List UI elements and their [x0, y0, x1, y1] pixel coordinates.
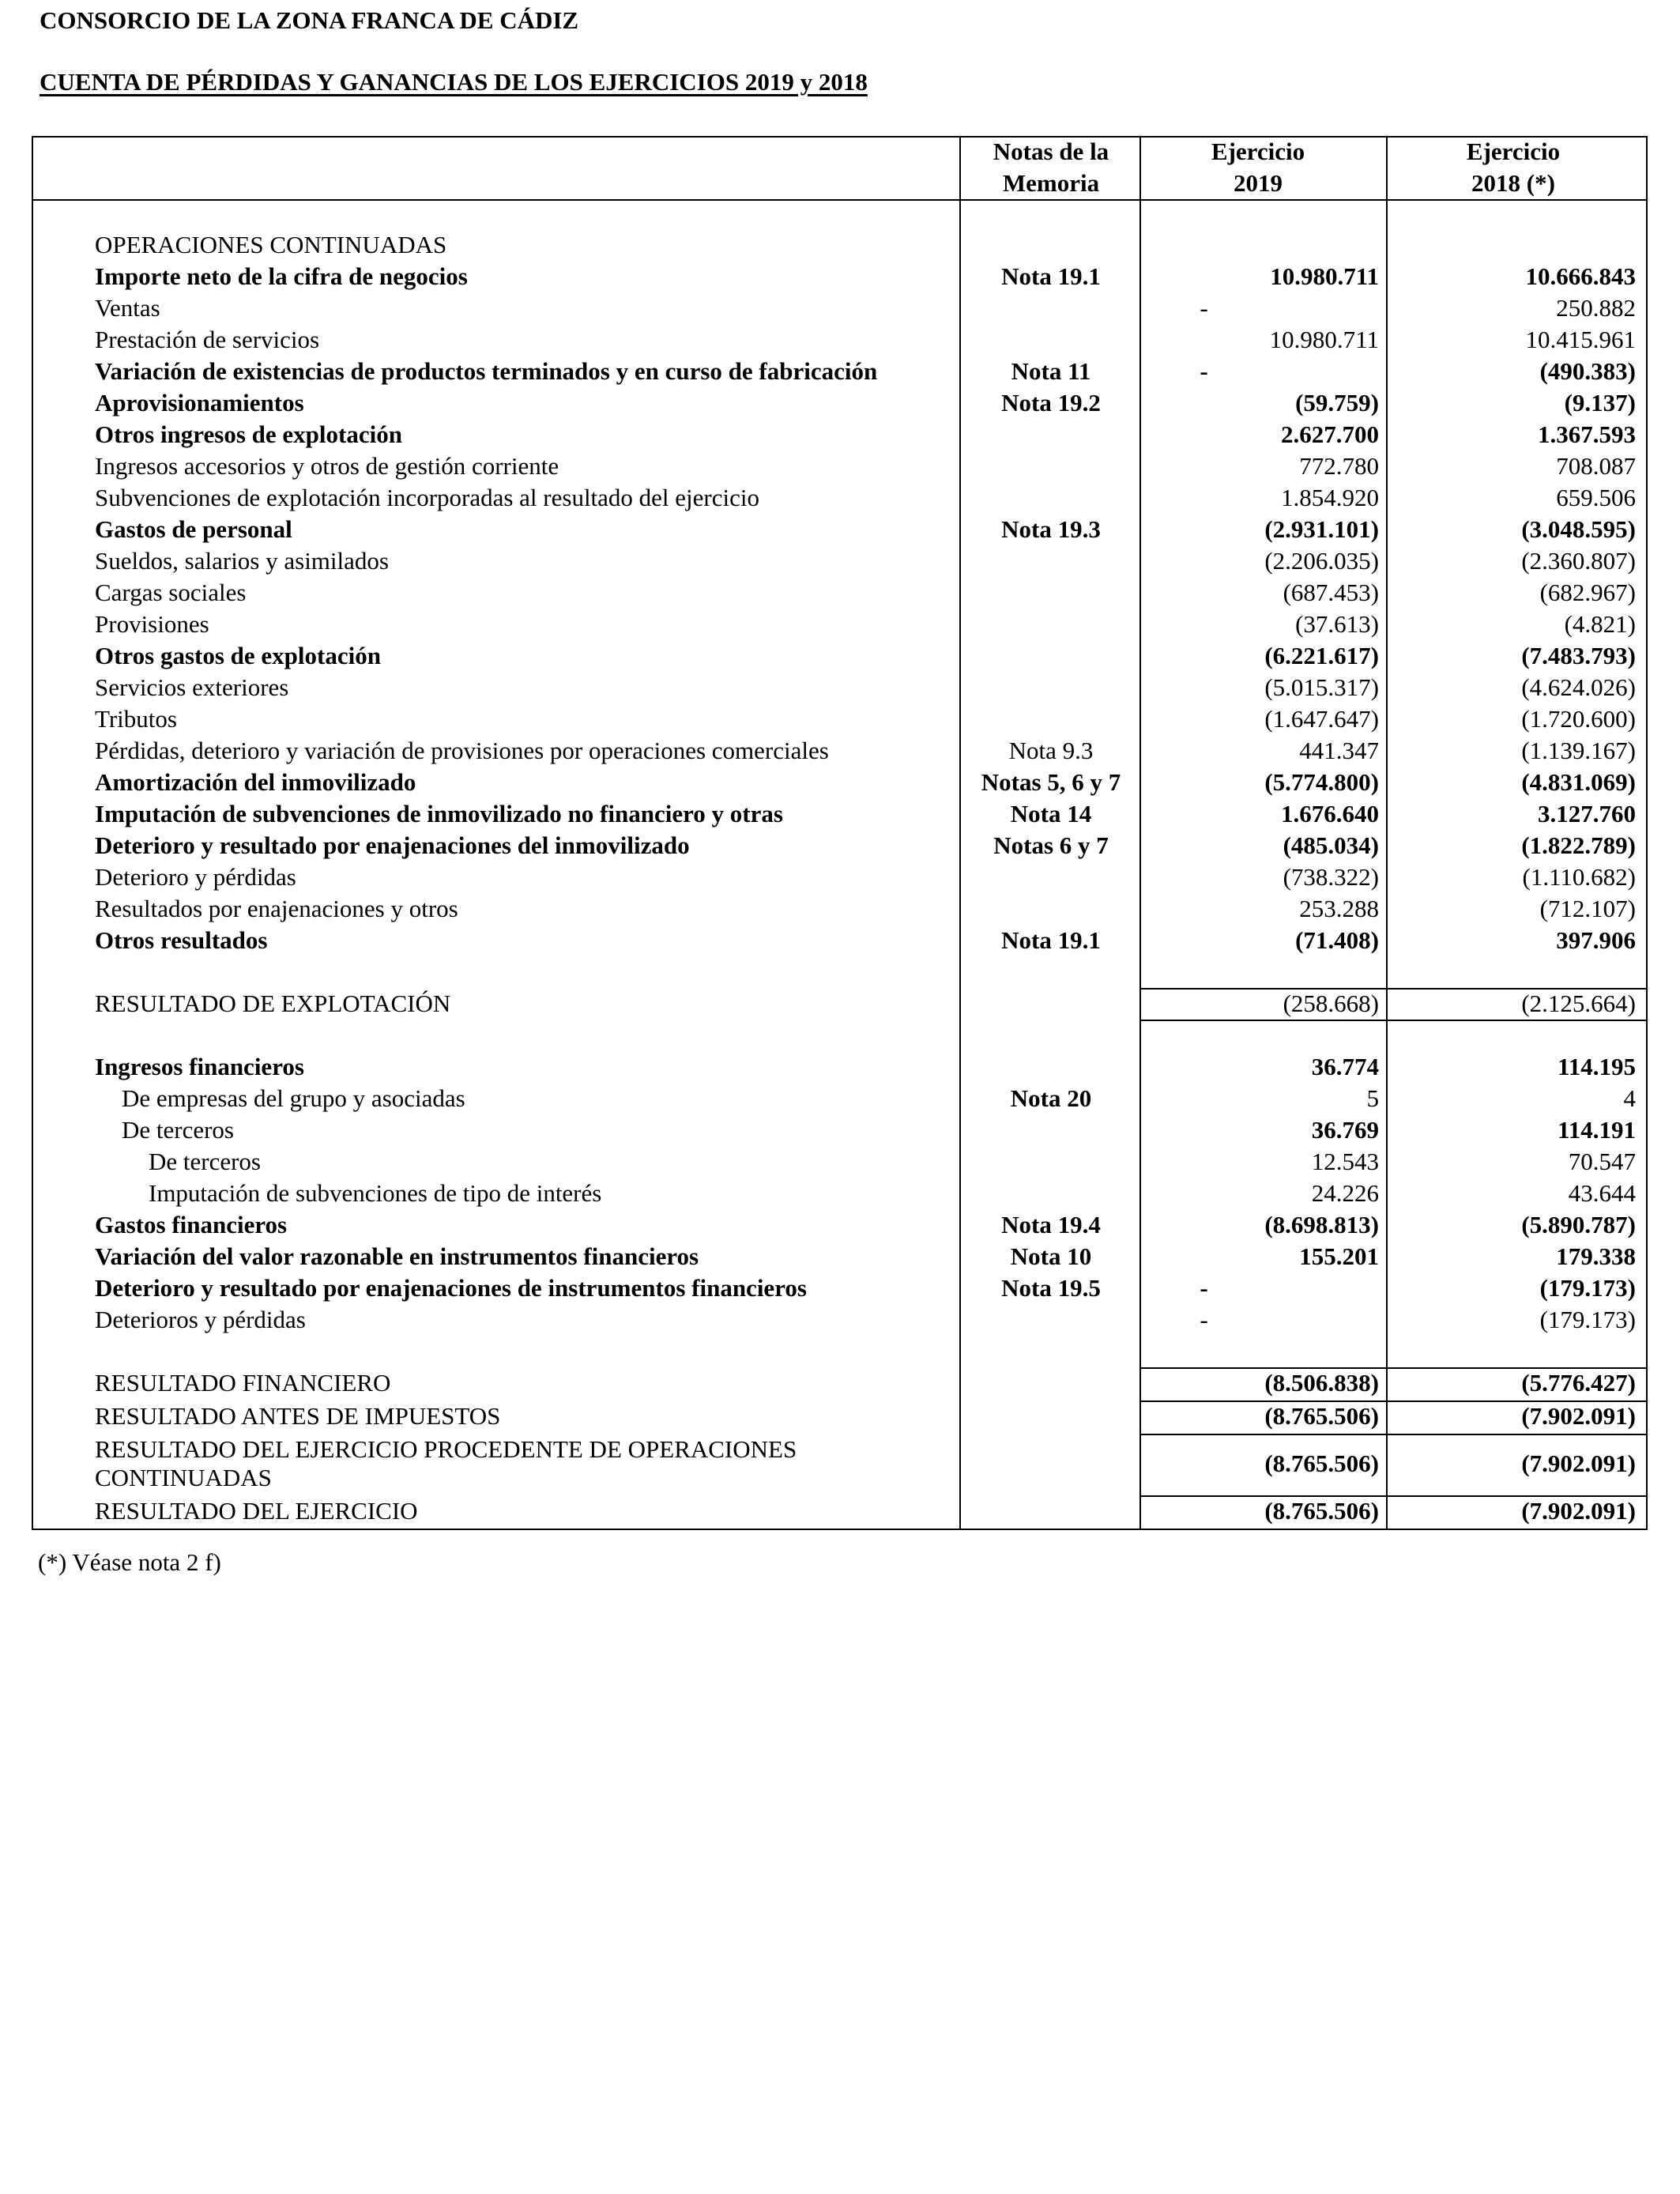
year-2019-column-rule — [1139, 136, 1141, 1529]
total-row-rule — [1139, 1495, 1648, 1497]
value-2018: 179.338 — [1556, 1242, 1636, 1270]
notes-column-rule — [959, 136, 961, 1529]
table-right-rule — [1646, 136, 1648, 1530]
notes-header-line1: Notas de la — [993, 138, 1109, 165]
value-2018: 250.882 — [1556, 294, 1636, 322]
value-2018: (4.821) — [1564, 610, 1636, 638]
row-concept: Aprovisionamientos — [95, 389, 304, 417]
value-2018: (3.048.595) — [1521, 515, 1636, 543]
row-concept: Deterioros y pérdidas — [95, 1306, 306, 1333]
row-note: Nota 19.1 — [1001, 262, 1101, 290]
row-note: Nota 19.2 — [1001, 389, 1101, 417]
value-2019: (5.774.800) — [1264, 768, 1379, 796]
value-2019: 155.201 — [1299, 1242, 1379, 1270]
total-concept: RESULTADO DEL EJERCICIO PROCEDENTE DE OPERACIONES — [95, 1435, 797, 1463]
organization-name: CONSORCIO DE LA ZONA FRANCA DE CÁDIZ — [40, 6, 579, 34]
row-concept: Ingresos accesorios y otros de gestión corriente — [95, 452, 559, 480]
row-concept: Resultados por enajenaciones y otros — [95, 895, 458, 922]
row-concept: Pérdidas, deterioro y variación de provisiones por operaciones comerciales — [95, 737, 829, 764]
row-concept: Tributos — [95, 705, 177, 733]
total-concept: RESULTADO DEL EJERCICIO — [95, 1497, 418, 1525]
value-2019: - — [1200, 294, 1208, 322]
row-concept: Variación del valor razonable en instrumentos financieros — [95, 1242, 699, 1270]
value-2019: 10.980.711 — [1270, 262, 1379, 290]
row-note: Nota 19.3 — [1001, 515, 1101, 543]
row-concept: Subvenciones de explotación incorporadas al resultado del ejercicio — [95, 484, 759, 511]
value-2018: 708.087 — [1556, 452, 1636, 480]
year-2019-header-line1: Ejercicio — [1211, 138, 1305, 165]
value-2018: (1.822.789) — [1521, 831, 1636, 859]
value-2018: 3.127.760 — [1538, 800, 1636, 827]
value-2019: 441.347 — [1299, 737, 1379, 764]
value-2019: (2.931.101) — [1264, 515, 1379, 543]
value-2018: 10.415.961 — [1525, 326, 1636, 353]
value-2019: 12.543 — [1311, 1148, 1379, 1175]
year-2019-header-line2: 2019 — [1234, 169, 1283, 197]
boxed-row-top-rule — [1139, 988, 1648, 990]
table-left-rule — [32, 136, 33, 1530]
value-2019: (59.759) — [1295, 389, 1379, 417]
value-2019: (2.206.035) — [1264, 547, 1379, 575]
total-row-rule — [1139, 1367, 1648, 1369]
total-concept: RESULTADO FINANCIERO — [95, 1369, 391, 1397]
value-2018: (712.107) — [1539, 895, 1636, 922]
income-statement-table — [32, 136, 1648, 1547]
row-concept: Gastos de personal — [95, 515, 292, 543]
year-2018-column-rule — [1386, 136, 1388, 1529]
value-2019: 24.226 — [1311, 1179, 1379, 1207]
row-concept: Otros ingresos de explotación — [95, 420, 402, 448]
value-2018: (7.483.793) — [1521, 642, 1636, 669]
value-2018: (1.720.600) — [1521, 705, 1636, 733]
table-top-rule — [32, 136, 1648, 138]
value-2018: (2.360.807) — [1521, 547, 1636, 575]
value-2019: 36.769 — [1311, 1116, 1379, 1144]
total-2018: (5.776.427) — [1521, 1369, 1636, 1397]
table-bottom-rule — [32, 1529, 1648, 1530]
value-2018: (4.624.026) — [1521, 673, 1636, 701]
boxed-row-bottom-rule — [1139, 1020, 1648, 1021]
value-2019: (485.034) — [1283, 831, 1379, 859]
row-note: Nota 9.3 — [1008, 737, 1094, 764]
row-concept: Deterioro y resultado por enajenaciones de instrumentos financieros — [95, 1274, 807, 1302]
value-2019: 36.774 — [1311, 1053, 1379, 1080]
value-2019: - — [1200, 1306, 1208, 1333]
row-concept: Variación de existencias de productos terminados y en curso de fabricación — [95, 357, 878, 385]
total-2019: (8.765.506) — [1264, 1497, 1379, 1525]
row-concept: Deterioro y resultado por enajenaciones del inmovilizado — [95, 831, 690, 859]
year-2018-header-line2: 2018 (*) — [1471, 169, 1555, 197]
row-concept: Amortización del inmovilizado — [95, 768, 416, 796]
row-concept: Imputación de subvenciones de inmovilizado no financiero y otras — [95, 800, 783, 827]
row-note: Notas 5, 6 y 7 — [981, 768, 1121, 796]
total-2019: (8.506.838) — [1264, 1369, 1379, 1397]
footnote: (*) Véase nota 2 f) — [38, 1548, 221, 1576]
row-concept: Gastos financieros — [95, 1211, 288, 1238]
row-note: Nota 20 — [1010, 1084, 1092, 1112]
value-2019: 5 — [1366, 1084, 1379, 1112]
row-concept: RESULTADO DE EXPLOTACIÓN — [95, 990, 451, 1017]
value-2018: 70.547 — [1568, 1148, 1636, 1175]
value-2018: (179.173) — [1539, 1306, 1636, 1333]
row-concept: De empresas del grupo y asociadas — [122, 1084, 465, 1112]
total-2018: (7.902.091) — [1521, 1497, 1636, 1525]
total-row-rule — [1139, 1434, 1648, 1435]
value-2018: (682.967) — [1539, 579, 1636, 606]
notes-column-header — [966, 136, 1136, 199]
row-concept: Servicios exteriores — [95, 673, 289, 701]
total-2019: (8.765.506) — [1264, 1402, 1379, 1430]
row-concept: Ingresos financieros — [95, 1053, 304, 1080]
row-concept: Provisiones — [95, 610, 209, 638]
value-2019: 253.288 — [1299, 895, 1379, 922]
row-concept: Ventas — [95, 294, 160, 322]
total-concept: RESULTADO ANTES DE IMPUESTOS — [95, 1402, 501, 1430]
value-2019: 772.780 — [1299, 452, 1379, 480]
notes-header-line2: Memoria — [1002, 169, 1100, 197]
total-row-rule — [1139, 1400, 1648, 1402]
value-2018: (179.173) — [1539, 1274, 1636, 1302]
row-note: Nota 19.5 — [1001, 1274, 1101, 1302]
row-concept: Importe neto de la cifra de negocios — [95, 262, 468, 290]
value-2019: (71.408) — [1295, 926, 1379, 954]
row-concept: Sueldos, salarios y asimilados — [95, 547, 389, 575]
total-2019: (8.765.506) — [1264, 1449, 1379, 1477]
value-2018: 4 — [1623, 1084, 1636, 1112]
value-2018: (9.137) — [1564, 389, 1636, 417]
value-2018: (5.890.787) — [1521, 1211, 1636, 1238]
value-2019: (5.015.317) — [1264, 673, 1379, 701]
value-2019: - — [1200, 1274, 1208, 1302]
value-2018: (1.139.167) — [1521, 737, 1636, 764]
row-concept: Cargas sociales — [95, 579, 247, 606]
value-2019: (1.647.647) — [1264, 705, 1379, 733]
total-concept-cont: CONTINUADAS — [95, 1464, 272, 1491]
value-2019: 10.980.711 — [1269, 326, 1379, 353]
value-2018: (2.125.664) — [1521, 990, 1636, 1017]
value-2019: 2.627.700 — [1281, 420, 1379, 448]
value-2019: (687.453) — [1283, 579, 1379, 606]
row-note: Notas 6 y 7 — [993, 831, 1109, 859]
row-concept: Deterioro y pérdidas — [95, 863, 296, 891]
total-2018: (7.902.091) — [1521, 1449, 1636, 1477]
value-2019: - — [1200, 357, 1208, 385]
row-concept: OPERACIONES CONTINUADAS — [95, 231, 447, 258]
value-2018: 1.367.593 — [1538, 420, 1636, 448]
row-note: Nota 19.1 — [1001, 926, 1101, 954]
total-2018: (7.902.091) — [1521, 1402, 1636, 1430]
value-2019: (37.613) — [1295, 610, 1379, 638]
row-concept: De terceros — [122, 1116, 234, 1144]
value-2019: (738.322) — [1283, 863, 1379, 891]
value-2018: 114.191 — [1557, 1116, 1636, 1144]
value-2019: (8.698.813) — [1264, 1211, 1379, 1238]
header-bottom-rule — [32, 199, 1648, 201]
value-2018: (4.831.069) — [1521, 768, 1636, 796]
row-concept: Otros gastos de explotación — [95, 642, 381, 669]
row-note: Nota 14 — [1010, 800, 1092, 827]
value-2018: (1.110.682) — [1522, 863, 1636, 891]
row-note: Nota 10 — [1010, 1242, 1092, 1270]
value-2019: (6.221.617) — [1264, 642, 1379, 669]
row-concept: Imputación de subvenciones de tipo de interés — [149, 1179, 602, 1207]
row-concept: De terceros — [149, 1148, 261, 1175]
row-concept: Prestación de servicios — [95, 326, 320, 353]
value-2018: 43.644 — [1568, 1179, 1636, 1207]
value-2018: 397.906 — [1556, 926, 1636, 954]
value-2019: 1.854.920 — [1281, 484, 1379, 511]
row-note: Nota 11 — [1011, 357, 1091, 385]
value-2018: 10.666.843 — [1525, 262, 1636, 290]
year-2018-header-line1: Ejercicio — [1466, 138, 1561, 165]
statement-title: CUENTA DE PÉRDIDAS Y GANANCIAS DE LOS EJERCICIOS 2019 y 2018 — [40, 68, 868, 96]
value-2018: (490.383) — [1539, 357, 1636, 385]
row-concept: Otros resultados — [95, 926, 268, 954]
value-2018: 659.506 — [1556, 484, 1636, 511]
row-note: Nota 19.4 — [1001, 1211, 1101, 1238]
value-2019: (258.668) — [1283, 990, 1379, 1017]
value-2019: 1.676.640 — [1281, 800, 1379, 827]
year-2018-column-header — [1391, 136, 1636, 199]
value-2018: 114.195 — [1557, 1053, 1636, 1080]
year-2019-column-header — [1139, 136, 1377, 199]
